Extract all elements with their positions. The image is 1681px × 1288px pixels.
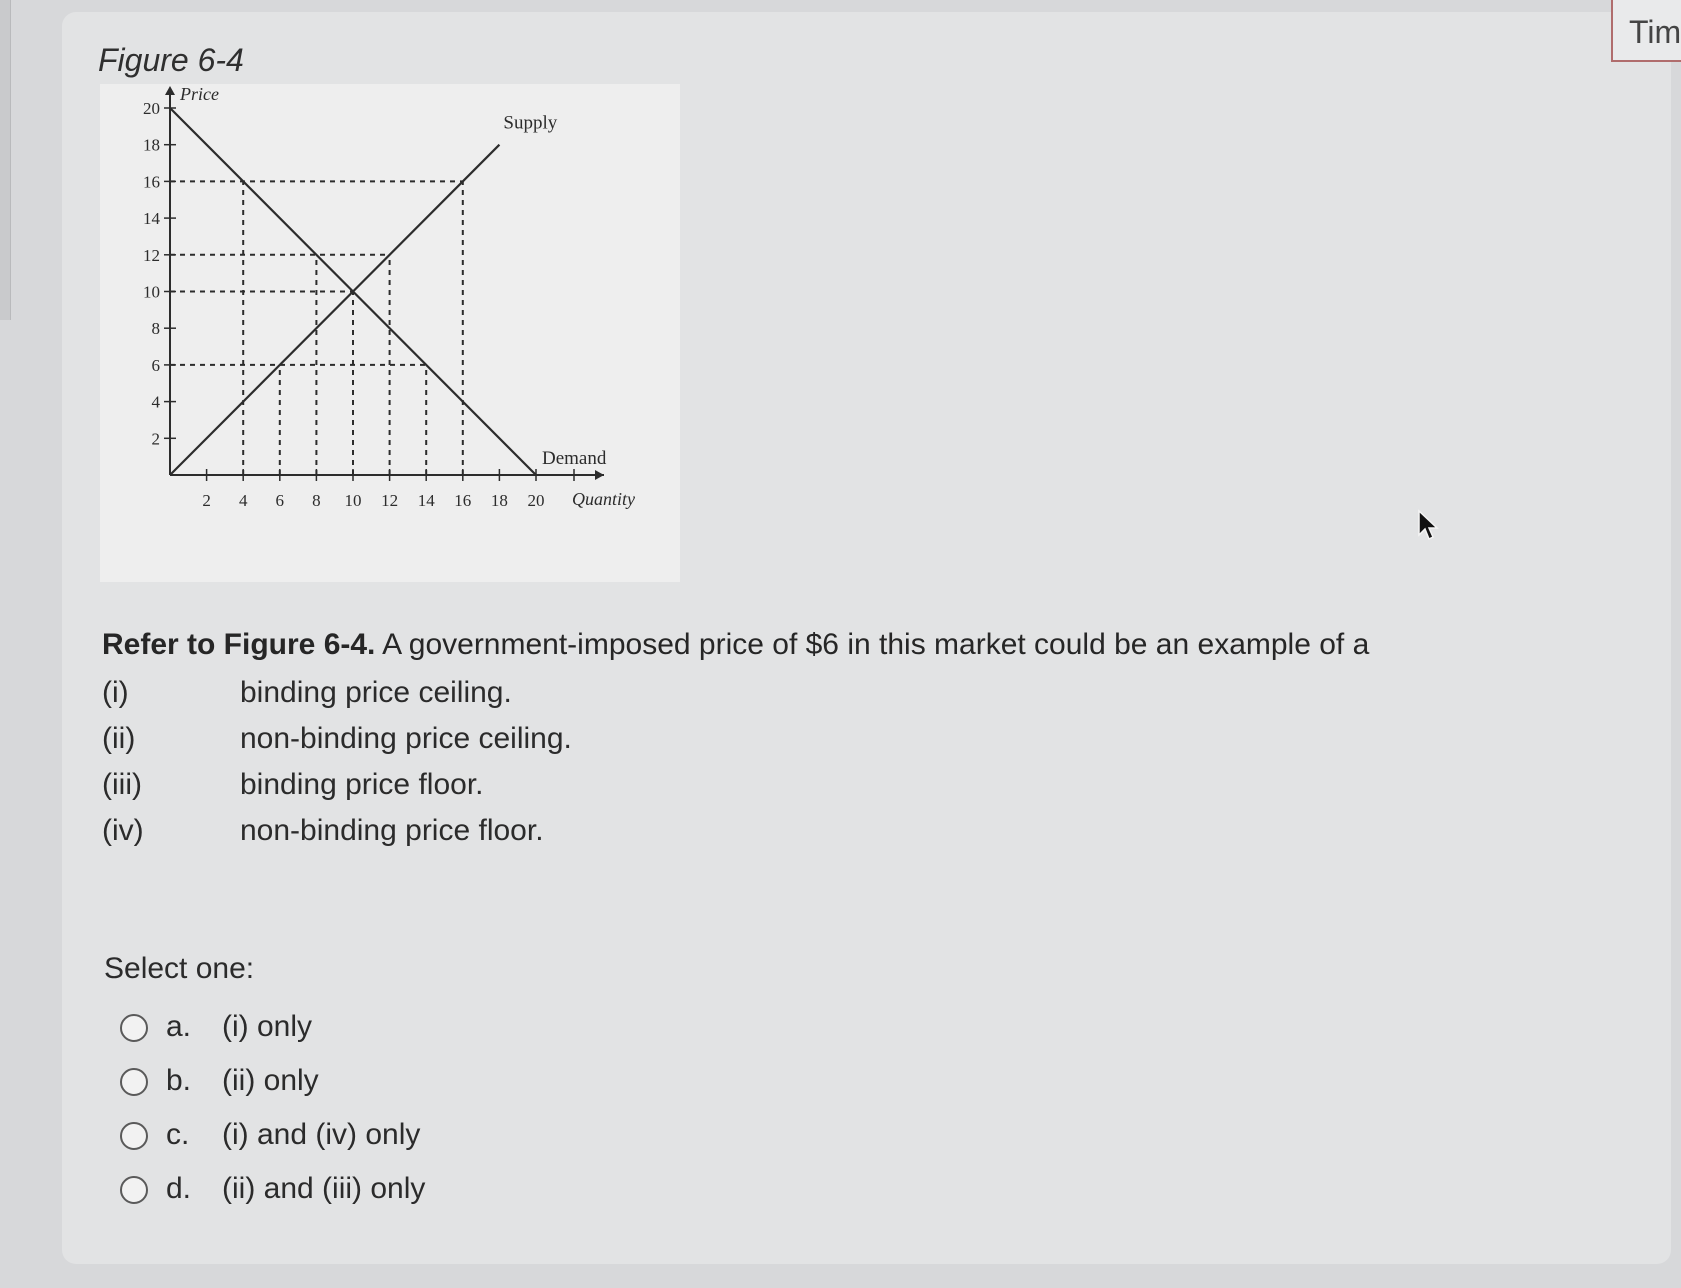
y-tick-label: 16	[143, 172, 160, 192]
x-tick-label: 8	[312, 491, 321, 510]
radio-button-d[interactable]	[120, 1176, 148, 1204]
x-tick-label: 18	[490, 491, 508, 510]
option-letter: b.	[166, 1064, 192, 1097]
x-axis-arrow-icon	[595, 470, 604, 480]
y-tick-label: 20	[143, 99, 160, 118]
select-one-prompt: Select one:	[104, 952, 255, 985]
demand-label: Demand	[542, 448, 607, 469]
radio-button-a[interactable]	[120, 1014, 148, 1042]
question-text	[102, 628, 1369, 662]
y-tick-label: 18	[143, 135, 160, 155]
supply-label: Supply	[503, 112, 558, 134]
x-tick-label: 2	[202, 491, 211, 510]
y-tick-label: 2	[151, 429, 160, 449]
option-text[interactable]: (i) and (iv) only	[222, 1118, 421, 1151]
supply-curve	[170, 145, 499, 475]
x-tick-label: 14	[417, 491, 435, 510]
left-panel-edge	[0, 0, 11, 320]
x-tick-label: 20	[527, 491, 545, 510]
y-tick-label: 6	[151, 355, 160, 375]
x-tick-label: 6	[275, 491, 285, 510]
radio-button-b[interactable]	[120, 1068, 148, 1096]
statement-text: non-binding price floor.	[240, 814, 544, 847]
y-axis-arrow-icon	[165, 86, 175, 95]
statement-text: binding price floor.	[240, 768, 484, 801]
question-ref: Refer to Figure 6-4.	[102, 628, 376, 661]
question-body: A government-imposed price of $6 in this market could be an example of a	[375, 628, 1370, 661]
y-tick-label: 4	[151, 392, 160, 412]
option-letter: a.	[166, 1010, 192, 1043]
statement-text: non-binding price ceiling.	[240, 722, 572, 755]
y-tick-label: 12	[143, 245, 160, 265]
timer-box[interactable]	[1611, 0, 1681, 62]
y-axis-title: Price	[180, 84, 219, 104]
statement-number: (ii)	[102, 722, 136, 755]
mouse-pointer-icon	[1418, 510, 1440, 547]
y-tick-label: 8	[151, 319, 160, 339]
figure-title: Figure 6-4	[98, 42, 244, 78]
timer-label: Tim	[1629, 14, 1681, 50]
statement-text: binding price ceiling.	[240, 676, 512, 709]
figure-chart	[100, 84, 680, 582]
y-tick-label: 14	[143, 209, 160, 229]
radio-button-c[interactable]	[120, 1122, 148, 1150]
x-tick-label: 16	[454, 491, 472, 510]
option-letter: d.	[166, 1172, 192, 1205]
statement-number: (iv)	[102, 814, 144, 847]
option-text[interactable]: (ii) and (iii) only	[222, 1172, 426, 1205]
x-tick-label: 10	[344, 491, 362, 510]
x-axis-title: Quantity	[572, 489, 635, 509]
option-letter: c.	[166, 1118, 190, 1151]
statement-number: (iii)	[102, 768, 142, 801]
chart-svg	[100, 84, 680, 582]
option-text[interactable]: (i) only	[222, 1010, 313, 1043]
statement-number: (i)	[102, 676, 129, 709]
option-text[interactable]: (ii) only	[222, 1064, 319, 1097]
x-tick-label: 4	[238, 491, 248, 510]
y-tick-label: 10	[143, 282, 160, 302]
x-tick-label: 12	[381, 491, 399, 510]
